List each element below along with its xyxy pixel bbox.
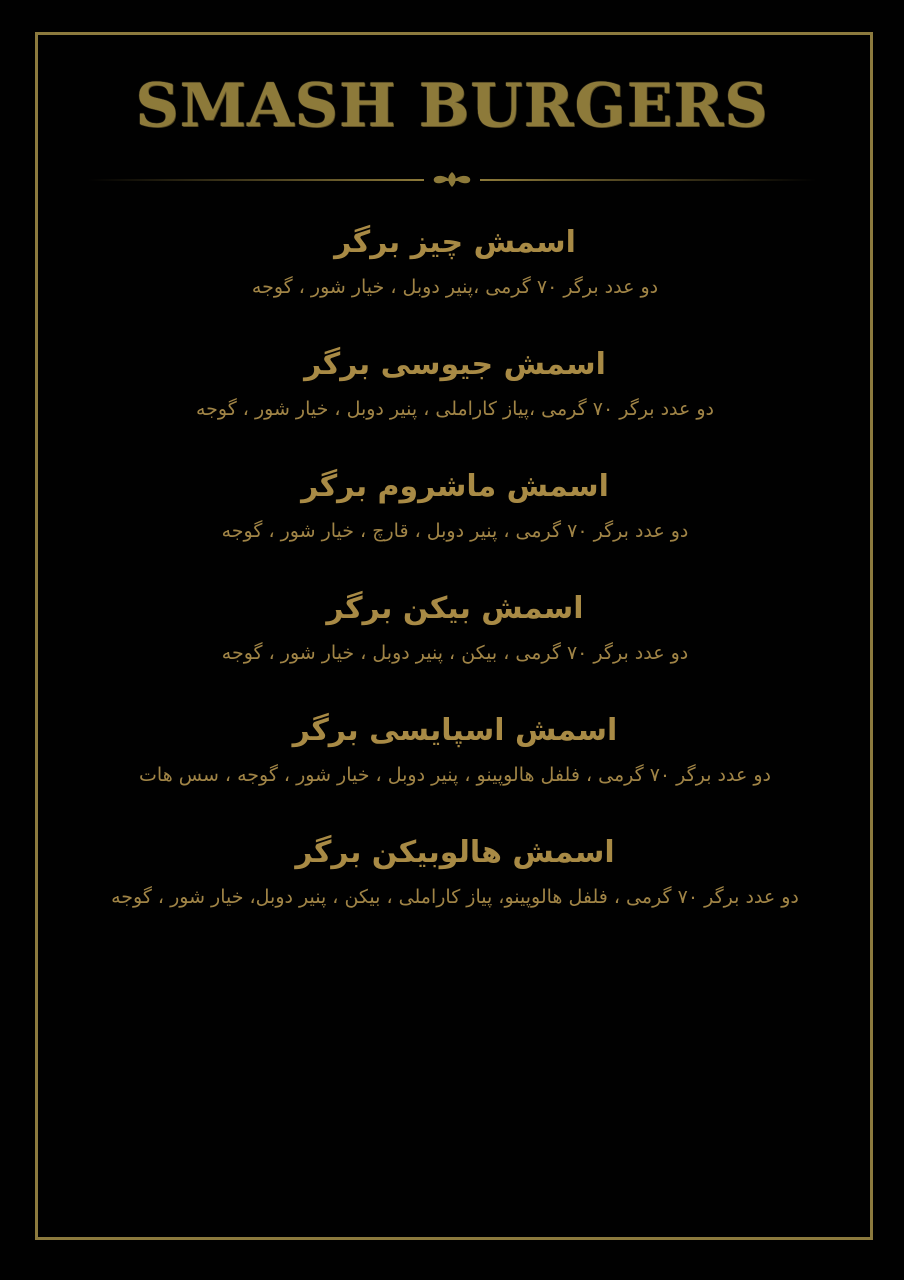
- menu-item: [40, 340, 870, 462]
- menu-item: [40, 706, 870, 828]
- menu-item: [40, 218, 870, 340]
- menu-item-name: اسمش ماشروم برگر: [301, 469, 609, 504]
- fleur-de-lis-divider-icon: [88, 170, 816, 190]
- menu-item: [40, 828, 870, 950]
- menu-item-description: دو عدد برگر ۷۰ گرمی ، فلفل هالوپینو ، پنیر دوبل ، خیار شور ، گوجه ، سس هات: [139, 764, 771, 786]
- menu-item-name: اسمش هالوبیکن برگر: [295, 835, 615, 870]
- menu-item-name: اسمش بیکن برگر: [326, 591, 584, 626]
- menu-item-description: دو عدد برگر ۷۰ گرمی ، پنیر دوبل ، قارچ ، خیار شور ، گوجه: [221, 520, 689, 542]
- menu-item: [40, 584, 870, 706]
- menu-item-name: اسمش جیوسی برگر: [304, 347, 606, 382]
- menu-title: SMASH BURGERS: [135, 71, 769, 141]
- menu-item-description: دو عدد برگر ۷۰ گرمی ، بیکن ، پنیر دوبل ، خیار شور ، گوجه: [221, 642, 689, 664]
- menu-item-name: اسمش چیز برگر: [334, 225, 576, 260]
- menu-item-description: دو عدد برگر ۷۰ گرمی ،پنیر دوبل ، خیار شور ، گوجه: [251, 276, 659, 298]
- burger-menu-list: [40, 218, 870, 950]
- menu-item-description: دو عدد برگر ۷۰ گرمی ،پیاز کاراملی ، پنیر دوبل ، خیار شور ، گوجه: [195, 398, 715, 420]
- menu-item: [40, 462, 870, 584]
- menu-item-name: اسمش اسپایسی برگر: [292, 713, 618, 748]
- menu-item-description: دو عدد برگر ۷۰ گرمی ، فلفل هالوپینو، پیاز کاراملی ، بیکن ، پنیر دوبل، خیار شور ، گوجه: [111, 886, 799, 908]
